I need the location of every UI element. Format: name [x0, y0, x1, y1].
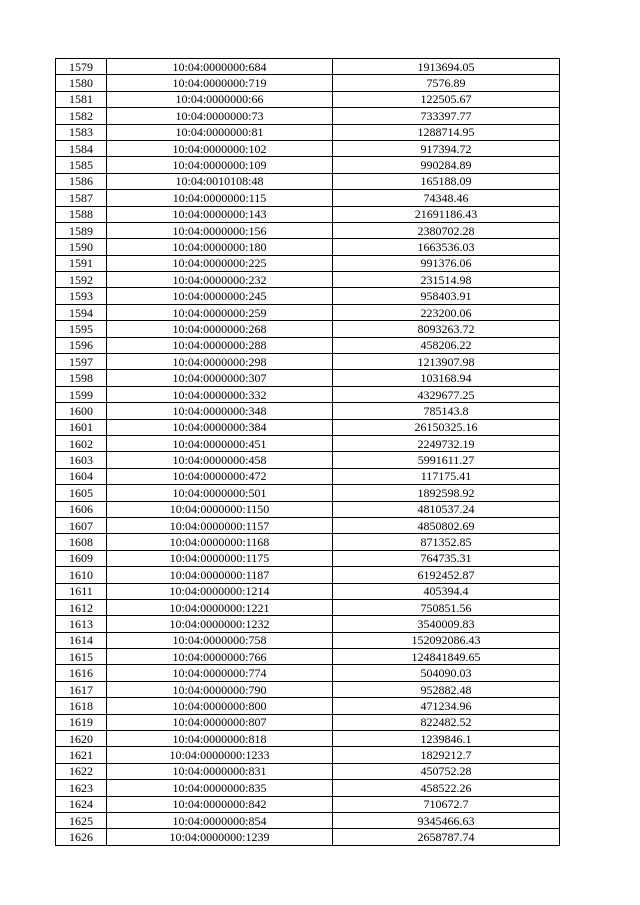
row-number-cell: 1608 — [56, 534, 107, 550]
table-row — [56, 796, 560, 812]
row-number-cell: 1589 — [56, 222, 107, 238]
cadastral-number-cell: 10:04:0000000:1175 — [107, 550, 333, 566]
row-number-cell: 1624 — [56, 796, 107, 812]
value-cell: 4810537.24 — [333, 501, 560, 517]
value-cell: 785143.8 — [333, 403, 560, 419]
table-row — [56, 370, 560, 386]
cadastral-number-cell: 10:04:0000000:225 — [107, 255, 333, 271]
row-number-cell: 1622 — [56, 763, 107, 779]
cadastral-number-cell: 10:04:0010108:48 — [107, 173, 333, 189]
cadastral-number-cell: 10:04:0000000:143 — [107, 206, 333, 222]
table-row — [56, 632, 560, 648]
table-row — [56, 157, 560, 173]
table-row — [56, 206, 560, 222]
row-number-cell: 1585 — [56, 157, 107, 173]
table-row — [56, 59, 560, 75]
cadastral-number-cell: 10:04:0000000:501 — [107, 485, 333, 501]
row-number-cell: 1613 — [56, 616, 107, 632]
cadastral-number-cell: 10:04:0000000:232 — [107, 272, 333, 288]
value-cell: 9345466.63 — [333, 812, 560, 828]
table-row — [56, 567, 560, 583]
cadastral-number-cell: 10:04:0000000:790 — [107, 681, 333, 697]
value-cell: 871352.85 — [333, 534, 560, 550]
row-number-cell: 1617 — [56, 681, 107, 697]
table-row — [56, 812, 560, 828]
cadastral-number-cell: 10:04:0000000:684 — [107, 59, 333, 75]
value-cell: 4850802.69 — [333, 517, 560, 533]
row-number-cell: 1581 — [56, 91, 107, 107]
cadastral-number-cell: 10:04:0000000:451 — [107, 435, 333, 451]
cadastral-number-cell: 10:04:0000000:807 — [107, 714, 333, 730]
value-cell: 103168.94 — [333, 370, 560, 386]
cadastral-number-cell: 10:04:0000000:259 — [107, 304, 333, 320]
cadastral-number-cell: 10:04:0000000:180 — [107, 239, 333, 255]
value-cell: 1913694.05 — [333, 59, 560, 75]
cadastral-number-cell: 10:04:0000000:766 — [107, 649, 333, 665]
cadastral-number-cell: 10:04:0000000:842 — [107, 796, 333, 812]
cadastral-number-cell: 10:04:0000000:472 — [107, 468, 333, 484]
table-row — [56, 731, 560, 747]
row-number-cell: 1591 — [56, 255, 107, 271]
cadastral-number-cell: 10:04:0000000:719 — [107, 75, 333, 91]
row-number-cell: 1605 — [56, 485, 107, 501]
table-row — [56, 534, 560, 550]
row-number-cell: 1600 — [56, 403, 107, 419]
table-row — [56, 435, 560, 451]
row-number-cell: 1626 — [56, 829, 107, 845]
row-number-cell: 1587 — [56, 190, 107, 206]
row-number-cell: 1602 — [56, 435, 107, 451]
value-cell: 21691186.43 — [333, 206, 560, 222]
table-row — [56, 321, 560, 337]
row-number-cell: 1621 — [56, 747, 107, 763]
table-row — [56, 616, 560, 632]
value-cell: 2249732.19 — [333, 435, 560, 451]
table-row — [56, 780, 560, 796]
value-cell: 26150325.16 — [333, 419, 560, 435]
table-row — [56, 665, 560, 681]
row-number-cell: 1579 — [56, 59, 107, 75]
row-number-cell: 1616 — [56, 665, 107, 681]
table-row — [56, 649, 560, 665]
cadastral-number-cell: 10:04:0000000:348 — [107, 403, 333, 419]
row-number-cell: 1604 — [56, 468, 107, 484]
row-number-cell: 1598 — [56, 370, 107, 386]
value-cell: 733397.77 — [333, 108, 560, 124]
row-number-cell: 1614 — [56, 632, 107, 648]
table-row — [56, 124, 560, 140]
table-row — [56, 304, 560, 320]
cadastral-number-cell: 10:04:0000000:81 — [107, 124, 333, 140]
table-row — [56, 419, 560, 435]
value-cell: 471234.96 — [333, 698, 560, 714]
row-number-cell: 1618 — [56, 698, 107, 714]
row-number-cell: 1609 — [56, 550, 107, 566]
row-number-cell: 1595 — [56, 321, 107, 337]
table-row — [56, 354, 560, 370]
value-cell: 1663536.03 — [333, 239, 560, 255]
cadastral-number-cell: 10:04:0000000:835 — [107, 780, 333, 796]
value-cell: 1213907.98 — [333, 354, 560, 370]
cadastral-number-cell: 10:04:0000000:332 — [107, 386, 333, 402]
value-cell: 4329677.25 — [333, 386, 560, 402]
cadastral-number-cell: 10:04:0000000:1232 — [107, 616, 333, 632]
value-cell: 450752.28 — [333, 763, 560, 779]
row-number-cell: 1611 — [56, 583, 107, 599]
cadastral-number-cell: 10:04:0000000:1239 — [107, 829, 333, 845]
table-row — [56, 239, 560, 255]
row-number-cell: 1623 — [56, 780, 107, 796]
value-cell: 1829212.7 — [333, 747, 560, 763]
row-number-cell: 1603 — [56, 452, 107, 468]
table-row — [56, 517, 560, 533]
value-cell: 958403.91 — [333, 288, 560, 304]
table-row — [56, 288, 560, 304]
row-number-cell: 1594 — [56, 304, 107, 320]
table-row — [56, 485, 560, 501]
row-number-cell: 1590 — [56, 239, 107, 255]
value-cell: 990284.89 — [333, 157, 560, 173]
row-number-cell: 1592 — [56, 272, 107, 288]
row-number-cell: 1612 — [56, 599, 107, 615]
cadastral-number-cell: 10:04:0000000:1150 — [107, 501, 333, 517]
value-cell: 458522.26 — [333, 780, 560, 796]
row-number-cell: 1586 — [56, 173, 107, 189]
table-row — [56, 222, 560, 238]
value-cell: 152092086.43 — [333, 632, 560, 648]
cadastral-number-cell: 10:04:0000000:102 — [107, 140, 333, 156]
row-number-cell: 1607 — [56, 517, 107, 533]
table-row — [56, 337, 560, 353]
table-row — [56, 452, 560, 468]
cadastral-number-cell: 10:04:0000000:831 — [107, 763, 333, 779]
cadastral-number-cell: 10:04:0000000:156 — [107, 222, 333, 238]
table-row — [56, 583, 560, 599]
cadastral-number-cell: 10:04:0000000:66 — [107, 91, 333, 107]
value-cell: 223200.06 — [333, 304, 560, 320]
row-number-cell: 1619 — [56, 714, 107, 730]
table-row — [56, 140, 560, 156]
value-cell: 231514.98 — [333, 272, 560, 288]
value-cell: 2380702.28 — [333, 222, 560, 238]
value-cell: 822482.52 — [333, 714, 560, 730]
value-cell: 165188.09 — [333, 173, 560, 189]
value-cell: 710672.7 — [333, 796, 560, 812]
table-row — [56, 681, 560, 697]
row-number-cell: 1582 — [56, 108, 107, 124]
value-cell: 1288714.95 — [333, 124, 560, 140]
row-number-cell: 1583 — [56, 124, 107, 140]
table-row — [56, 501, 560, 517]
value-cell: 504090.03 — [333, 665, 560, 681]
data-table — [55, 58, 560, 846]
value-cell: 124841849.65 — [333, 649, 560, 665]
cadastral-number-cell: 10:04:0000000:1187 — [107, 567, 333, 583]
row-number-cell: 1584 — [56, 140, 107, 156]
table-row — [56, 272, 560, 288]
cadastral-number-cell: 10:04:0000000:1157 — [107, 517, 333, 533]
cadastral-number-cell: 10:04:0000000:288 — [107, 337, 333, 353]
row-number-cell: 1580 — [56, 75, 107, 91]
row-number-cell: 1599 — [56, 386, 107, 402]
cadastral-number-cell: 10:04:0000000:298 — [107, 354, 333, 370]
value-cell: 8093263.72 — [333, 321, 560, 337]
cadastral-number-cell: 10:04:0000000:758 — [107, 632, 333, 648]
value-cell: 122505.67 — [333, 91, 560, 107]
table-row — [56, 403, 560, 419]
row-number-cell: 1593 — [56, 288, 107, 304]
table-row — [56, 714, 560, 730]
value-cell: 1239846.1 — [333, 731, 560, 747]
value-cell: 764735.31 — [333, 550, 560, 566]
value-cell: 6192452.87 — [333, 567, 560, 583]
table-row — [56, 747, 560, 763]
row-number-cell: 1588 — [56, 206, 107, 222]
cadastral-number-cell: 10:04:0000000:1221 — [107, 599, 333, 615]
row-number-cell: 1601 — [56, 419, 107, 435]
cadastral-number-cell: 10:04:0000000:854 — [107, 812, 333, 828]
cadastral-number-cell: 10:04:0000000:1168 — [107, 534, 333, 550]
row-number-cell: 1596 — [56, 337, 107, 353]
table-row — [56, 550, 560, 566]
table-row — [56, 75, 560, 91]
table-row — [56, 255, 560, 271]
value-cell: 2658787.74 — [333, 829, 560, 845]
table-row — [56, 763, 560, 779]
cadastral-number-cell: 10:04:0000000:73 — [107, 108, 333, 124]
table-body — [56, 59, 560, 846]
cadastral-number-cell: 10:04:0000000:268 — [107, 321, 333, 337]
table-row — [56, 829, 560, 845]
table-row — [56, 698, 560, 714]
value-cell: 3540009.83 — [333, 616, 560, 632]
cadastral-number-cell: 10:04:0000000:1214 — [107, 583, 333, 599]
table-row — [56, 468, 560, 484]
table-row — [56, 190, 560, 206]
row-number-cell: 1615 — [56, 649, 107, 665]
cadastral-number-cell: 10:04:0000000:458 — [107, 452, 333, 468]
row-number-cell: 1610 — [56, 567, 107, 583]
value-cell: 750851.56 — [333, 599, 560, 615]
value-cell: 7576.89 — [333, 75, 560, 91]
value-cell: 117175.41 — [333, 468, 560, 484]
cadastral-number-cell: 10:04:0000000:384 — [107, 419, 333, 435]
table-row — [56, 173, 560, 189]
cadastral-number-cell: 10:04:0000000:115 — [107, 190, 333, 206]
value-cell: 74348.46 — [333, 190, 560, 206]
table-row — [56, 91, 560, 107]
row-number-cell: 1620 — [56, 731, 107, 747]
value-cell: 405394.4 — [333, 583, 560, 599]
value-cell: 5991611.27 — [333, 452, 560, 468]
cadastral-number-cell: 10:04:0000000:800 — [107, 698, 333, 714]
cadastral-number-cell: 10:04:0000000:245 — [107, 288, 333, 304]
row-number-cell: 1625 — [56, 812, 107, 828]
table-row — [56, 386, 560, 402]
table-row — [56, 108, 560, 124]
row-number-cell: 1597 — [56, 354, 107, 370]
cadastral-number-cell: 10:04:0000000:818 — [107, 731, 333, 747]
cadastral-number-cell: 10:04:0000000:774 — [107, 665, 333, 681]
row-number-cell: 1606 — [56, 501, 107, 517]
cadastral-number-cell: 10:04:0000000:307 — [107, 370, 333, 386]
cadastral-number-cell: 10:04:0000000:109 — [107, 157, 333, 173]
value-cell: 458206.22 — [333, 337, 560, 353]
value-cell: 1892598.92 — [333, 485, 560, 501]
value-cell: 991376.06 — [333, 255, 560, 271]
table-row — [56, 599, 560, 615]
cadastral-number-cell: 10:04:0000000:1233 — [107, 747, 333, 763]
value-cell: 952882.48 — [333, 681, 560, 697]
value-cell: 917394.72 — [333, 140, 560, 156]
